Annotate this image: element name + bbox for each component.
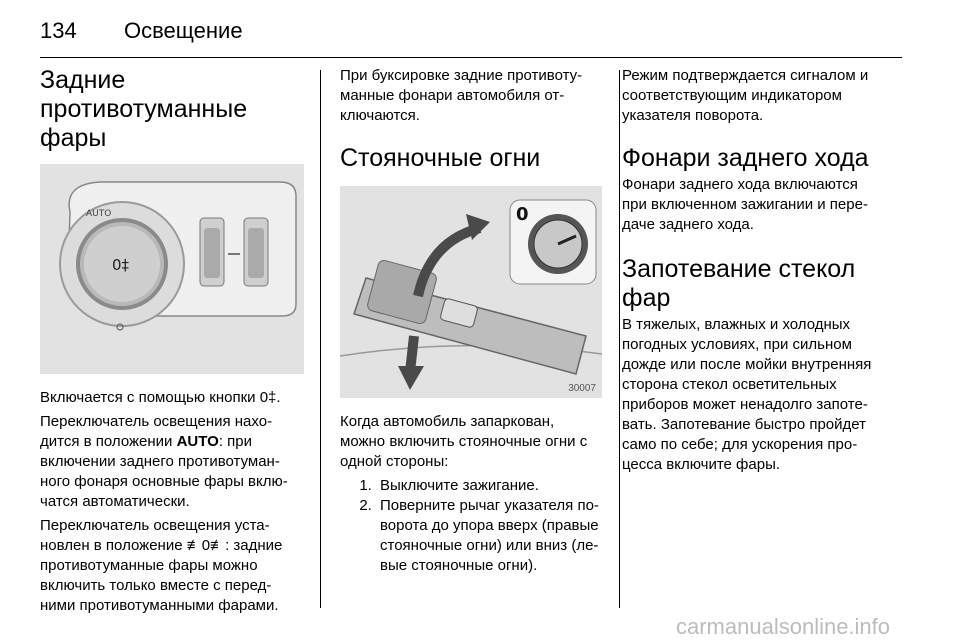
light-switch-illustration <box>40 164 304 374</box>
c3-paragraph-3: В тяжелых, влажных и холодных погодных условиях, при сильном дожде или после мойки внутренняя сторона стекол осветительных приборов может ненадолго запоте- вать. Запотевание быстро пройдет само по себе; для ускорения про- цесса включите фары. <box>622 316 872 473</box>
section-heading-rear-fog: Задние противотуманные фары <box>40 66 248 152</box>
page-header <box>40 18 900 48</box>
fog-knob-symbol: 0‡ <box>112 256 130 274</box>
c1-paragraph-1: Включается с помощью кнопки 0‡. <box>40 389 281 406</box>
section-heading-reversing-lights: Фонари заднего хода <box>622 144 869 172</box>
turn-lever-illustration <box>340 186 602 398</box>
c2-paragraph-2: Когда автомобиль запаркован, можно включить стояночные огни с одной стороны: <box>340 413 588 470</box>
list-item: 2. Поверните рычаг указателя по- ворота до упора вверх (правые стояночные огни) или вниз (ле- вые стояночные огни). <box>376 496 602 576</box>
parking-steps-list <box>340 476 602 576</box>
figure-code: 30007 <box>568 383 596 394</box>
c1-paragraph-3: Переключатель освещения уста- новлен в положение ≢0≢: задние противотуманные фары можно включить только вместе с перед- ними противотуманными фарами. <box>40 517 283 614</box>
c3-paragraph-2: Фонари заднего хода включаются при включенном зажигании и пере- даче заднего хода. <box>622 176 868 233</box>
ignition-zero-label: 0 <box>516 204 529 225</box>
c2-paragraph-1: При буксировке задние противоту- манные фонари автомобиля от- ключаются. <box>340 67 583 124</box>
section-heading-misted-lenses: Запотевание стекол фар <box>622 255 856 312</box>
light-switch-figure <box>40 164 304 374</box>
c3-paragraph-1: Режим подтверждается сигналом и соответствующим индикатором указателя поворота. <box>622 67 869 124</box>
section-heading-parking-lights: Стояночные огни <box>340 144 541 172</box>
column-1 <box>40 66 306 616</box>
column-divider-2 <box>619 70 620 608</box>
column-3 <box>622 66 904 475</box>
watermark: carmanualsonline.info <box>676 614 891 639</box>
column-divider-1 <box>320 70 321 608</box>
c1-paragraph-2: Переключатель освещения нахо- дится в положении AUTO: при включении заднего противотуман- ного фонаря основные фары вклю- чатся автоматически. <box>40 413 288 510</box>
dial-auto-label: AUTO <box>86 209 112 219</box>
parking-lever-figure <box>340 186 602 398</box>
list-item: 1. Выключите зажигание. <box>376 476 602 496</box>
header-rule <box>40 57 902 58</box>
page-title: Освещение <box>124 18 243 43</box>
page-number: 134 <box>40 18 77 43</box>
column-2 <box>340 66 602 576</box>
